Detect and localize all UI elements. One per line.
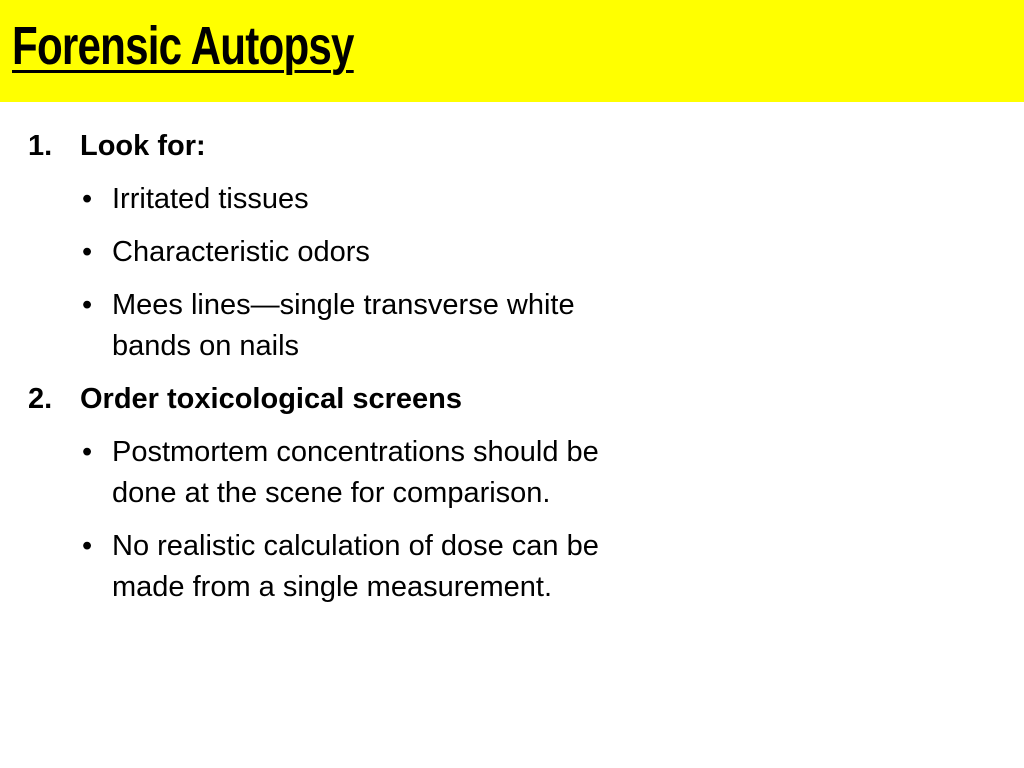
bullet-icon: • <box>82 289 93 321</box>
bullet-item <box>0 179 660 220</box>
bullet-text: Characteristic odors <box>112 236 370 268</box>
bullet-icon: • <box>82 183 93 215</box>
bullet-icon: • <box>82 236 93 268</box>
slide-title: Forensic Autopsy <box>12 16 354 76</box>
slide-content <box>0 126 680 620</box>
bullet-icon: • <box>82 530 93 562</box>
numbered-item-2 <box>0 379 680 420</box>
bullet-item <box>0 432 660 514</box>
bullet-item <box>0 285 660 367</box>
item-number: 1. <box>28 130 53 162</box>
bullet-text: Postmortem concentrations should be done at the scene for comparison. <box>112 436 599 509</box>
item-number: 2. <box>28 383 53 415</box>
item-label: Look for: <box>80 130 206 162</box>
bullet-icon: • <box>82 436 93 468</box>
numbered-item-1 <box>0 126 680 167</box>
bullet-item <box>0 232 660 273</box>
bullet-item <box>0 526 660 608</box>
title-bar <box>0 0 1024 102</box>
bullet-text: No realistic calculation of dose can be made from a single measurement. <box>112 530 599 603</box>
bullet-text: Mees lines—single transverse white bands on nails <box>112 289 575 362</box>
item-label: Order toxicological screens <box>80 383 462 415</box>
bullet-text: Irritated tissues <box>112 183 309 215</box>
